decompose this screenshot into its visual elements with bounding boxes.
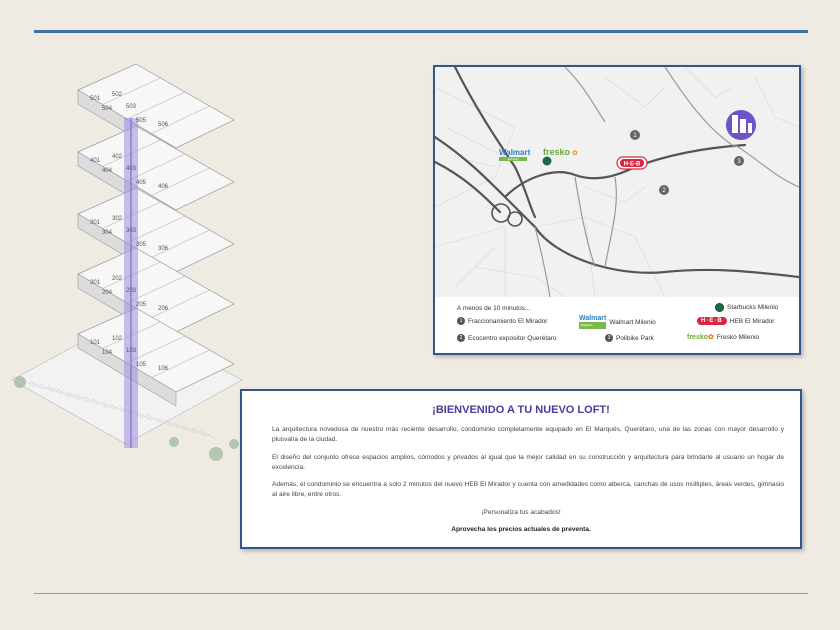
map-marker-3[interactable]: [734, 156, 744, 166]
svg-text:3: 3: [737, 159, 741, 165]
unit-number-label: 303: [126, 228, 137, 234]
unit-number-label: 301: [90, 220, 101, 226]
unit-number-label: 105: [136, 362, 147, 368]
customize-finishes-text: ¡Personaliza tus acabados!: [481, 509, 561, 516]
legend-item-heb: H·E·B HEB El Mirador: [697, 317, 774, 325]
unit-number-label: 104: [102, 350, 113, 356]
marker-1-icon: 1: [457, 317, 465, 325]
legend-item-starbucks: Starbucks Milenio: [715, 303, 778, 312]
svg-text:1: 1: [633, 133, 637, 139]
unit-number-label: 204: [102, 290, 113, 296]
unit-number-label: 106: [158, 366, 169, 372]
heb-logo: [617, 157, 647, 169]
unit-number-label: 102: [112, 336, 123, 342]
paragraph-amenities: Además, el condominio se encuentra a solo 2 minutos del nuevo HEB El Mirador y cuenta con amedidades como alberca, canchas de usos múltiples, áreas verdes, gimnasio al aire libre, entre otros.: [272, 481, 784, 498]
paragraph-design: El diseño del conjunto ofrece espacios amplios, cómodos y privados al igual que la mejor calidad en su construcción y arquitectura para brindarle al usuario un hogar de excelencia.: [272, 454, 784, 471]
svg-text:Express: Express: [507, 157, 519, 161]
location-map-card: [433, 65, 801, 355]
unit-number-label: 404: [102, 168, 113, 174]
legend-item-3: 3 Polibike Park: [605, 334, 654, 342]
unit-number-label: 205: [136, 302, 147, 308]
unit-number-label: 403: [126, 166, 137, 172]
building-isometric-illustration: [6, 62, 242, 482]
svg-text:Walmart: Walmart: [499, 148, 531, 157]
legend-intro: A menos de 10 minutos...: [457, 305, 531, 312]
unit-number-label: 406: [158, 184, 169, 190]
bottom-divider: [34, 593, 808, 594]
map-marker-1[interactable]: [630, 130, 640, 140]
fresko-logo: fresko✿: [687, 334, 714, 341]
location-map: [435, 67, 799, 297]
unit-number-label: 405: [136, 180, 147, 186]
unit-number-label: 101: [90, 340, 101, 346]
legend-item-fresko: fresko✿ Fresko Milenio: [687, 333, 760, 341]
unit-number-label: 305: [136, 242, 147, 248]
unit-number-label: 502: [112, 92, 123, 98]
marker-2-icon: 2: [457, 334, 465, 342]
unit-number-label: 501: [90, 96, 101, 102]
starbucks-logo: [543, 157, 552, 166]
starbucks-logo: [715, 303, 724, 312]
unit-number-label: 506: [158, 122, 169, 128]
svg-text:fresko: fresko: [543, 147, 571, 157]
marker-3-icon: 3: [605, 334, 613, 342]
map-marker-2[interactable]: [659, 185, 669, 195]
legend-item-1: 1 Fraccionamiento El Mirador: [457, 317, 547, 325]
map-legend: [441, 303, 793, 353]
walmart-logo: [499, 148, 531, 161]
unit-number-label: 503: [126, 104, 137, 110]
legend-item-walmart: Walmart Express Walmart Milenio: [579, 315, 656, 327]
presale-prices-text: Aprovecha los precios actuales de preventa.: [451, 526, 591, 533]
legend-item-2: 2 Ecocentro expositor Querétaro: [457, 334, 557, 342]
welcome-card: [240, 389, 802, 549]
unit-number-label: 504: [102, 106, 113, 112]
unit-number-label: 402: [112, 154, 123, 160]
welcome-title: ¡BIENVENIDO A TU NUEVO LOFT!: [432, 404, 610, 416]
top-divider: [34, 30, 808, 33]
unit-number-label: 304: [102, 230, 113, 236]
unit-number-label: 306: [158, 246, 169, 252]
unit-number-label: 401: [90, 158, 101, 164]
svg-text:2: 2: [662, 188, 666, 194]
unit-number-label: 203: [126, 288, 137, 294]
unit-number-label: 201: [90, 280, 101, 286]
unit-number-label: 206: [158, 306, 169, 312]
svg-text:H·E·B: H·E·B: [623, 161, 641, 168]
unit-number-label: 202: [112, 276, 123, 282]
svg-text:✿: ✿: [572, 150, 578, 157]
walmart-logo: Walmart Express: [579, 315, 607, 327]
unit-number-label: 103: [126, 348, 137, 354]
paragraph-architecture: La arquitectura novedosa de nuestro más reciente desarrollo, condominio completamente equipado en El Marqués, Querétaro, una de las zonas con mayor desarrollo y plusvalía de la ciudad.: [272, 426, 784, 443]
unit-number-label: 302: [112, 216, 123, 222]
building-location-icon: [726, 110, 756, 140]
unit-number-label: 505: [136, 118, 147, 124]
heb-logo: H·E·B: [697, 317, 727, 325]
